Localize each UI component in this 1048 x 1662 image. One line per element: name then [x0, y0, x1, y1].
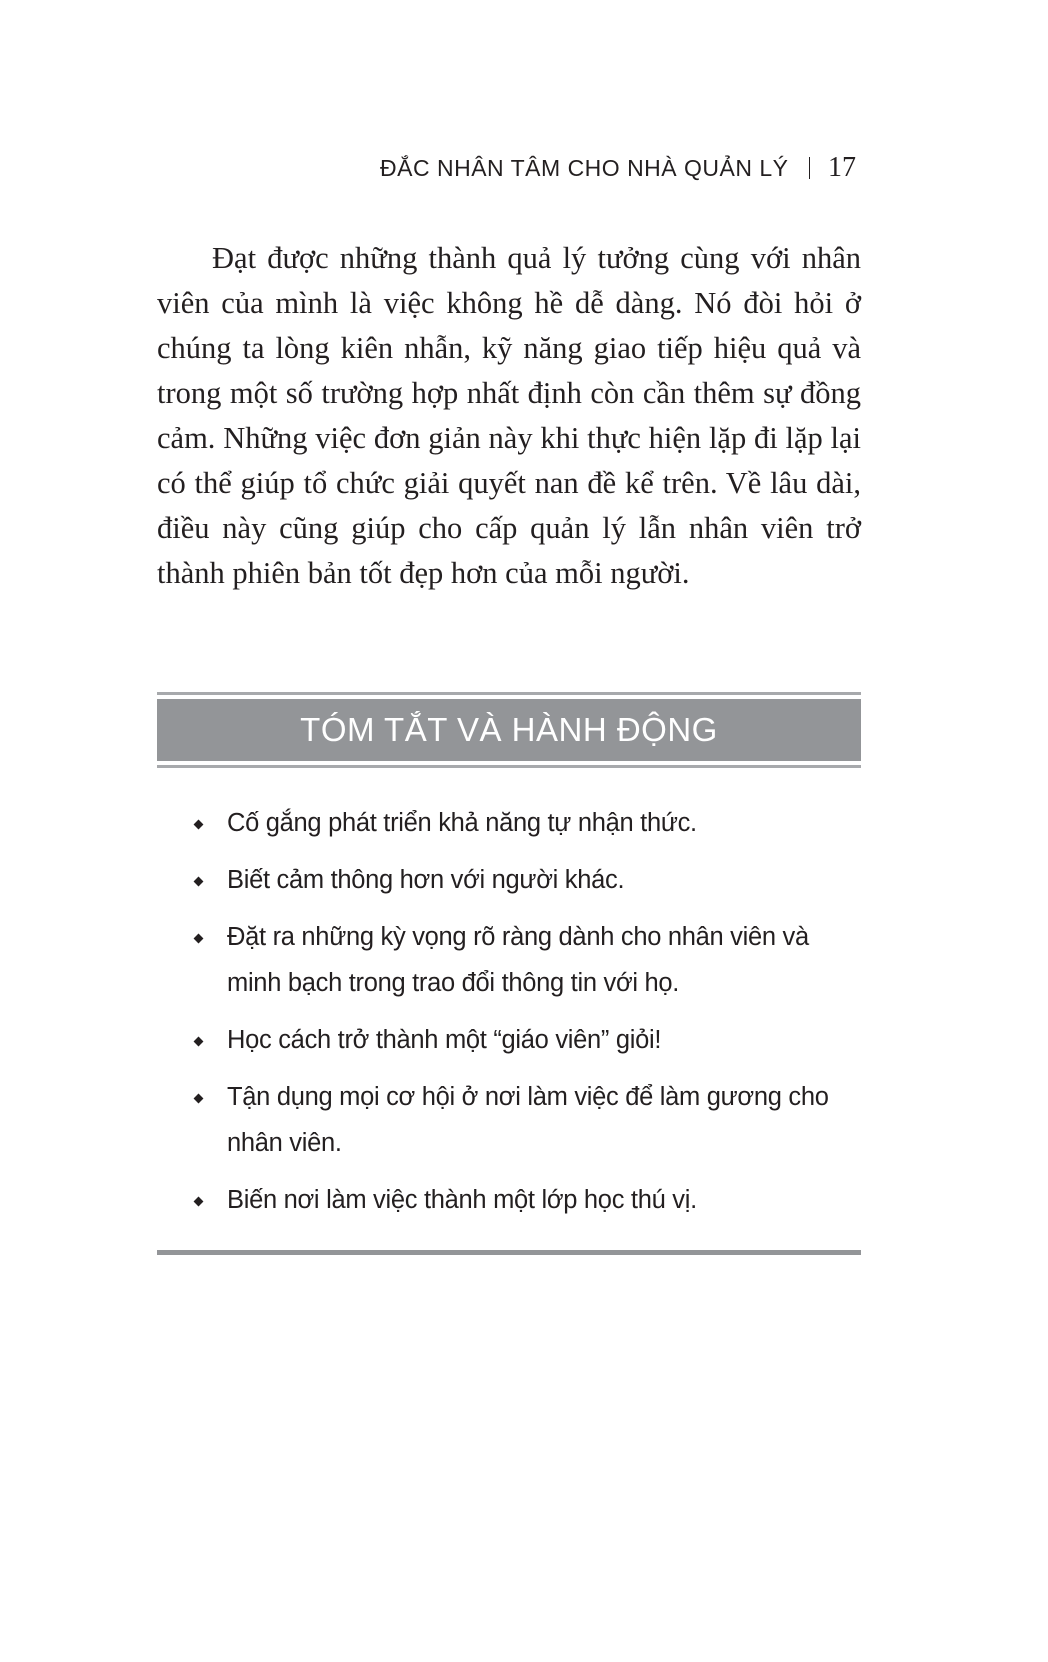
page-number: 17	[828, 152, 856, 183]
action-list	[193, 800, 853, 1234]
list-item: Cố gắng phát triển khả năng tự nhận thức.	[193, 800, 853, 846]
bottom-rule	[157, 1250, 861, 1255]
list-item: Đặt ra những kỳ vọng rõ ràng dành cho nhân viên và minh bạch trong trao đổi thông tin với họ.	[193, 914, 853, 1006]
diamond-bullet-icon	[194, 1197, 204, 1207]
summary-title-band	[157, 699, 861, 761]
diamond-bullet-icon	[194, 1037, 204, 1047]
diamond-bullet-icon	[194, 1094, 204, 1104]
diamond-bullet-icon	[194, 820, 204, 830]
header-separator	[809, 157, 811, 179]
body-paragraph: Đạt được những thành quả lý tưởng cùng với nhân viên của mình là việc không hề dễ dàng. Nó đòi hỏi ở chúng ta lòng kiên nhẫn, kỹ năng giao tiếp hiệu quả và trong một số trường hợp nhất định còn cần thêm sự đồng cảm. Những việc đơn giản này khi thực hiện lặp đi lặp lại có thể giúp tổ chức giải quyết nan đề kể trên. Về lâu dài, điều này cũng giúp cho cấp quản lý lẫn nhân viên trở thành phiên bản tốt đẹp hơn của mỗi người.	[157, 241, 861, 590]
list-item: Biết cảm thông hơn với người khác.	[193, 857, 853, 903]
book-title: ĐẮC NHÂN TÂM CHO NHÀ QUẢN LÝ	[380, 154, 789, 181]
list-item: Biến nơi làm việc thành một lớp học thú vị.	[193, 1177, 853, 1223]
summary-header	[157, 692, 861, 768]
diamond-bullet-icon	[194, 934, 204, 944]
summary-title: TÓM TẮT VÀ HÀNH ĐỘNG	[300, 711, 718, 748]
running-header	[380, 152, 856, 184]
diamond-bullet-icon	[194, 877, 204, 887]
list-item: Tận dụng mọi cơ hội ở nơi làm việc để làm gương cho nhân viên.	[193, 1074, 853, 1166]
under-title-rule	[157, 765, 861, 768]
list-item: Học cách trở thành một “giáo viên” giỏi!	[193, 1017, 853, 1063]
